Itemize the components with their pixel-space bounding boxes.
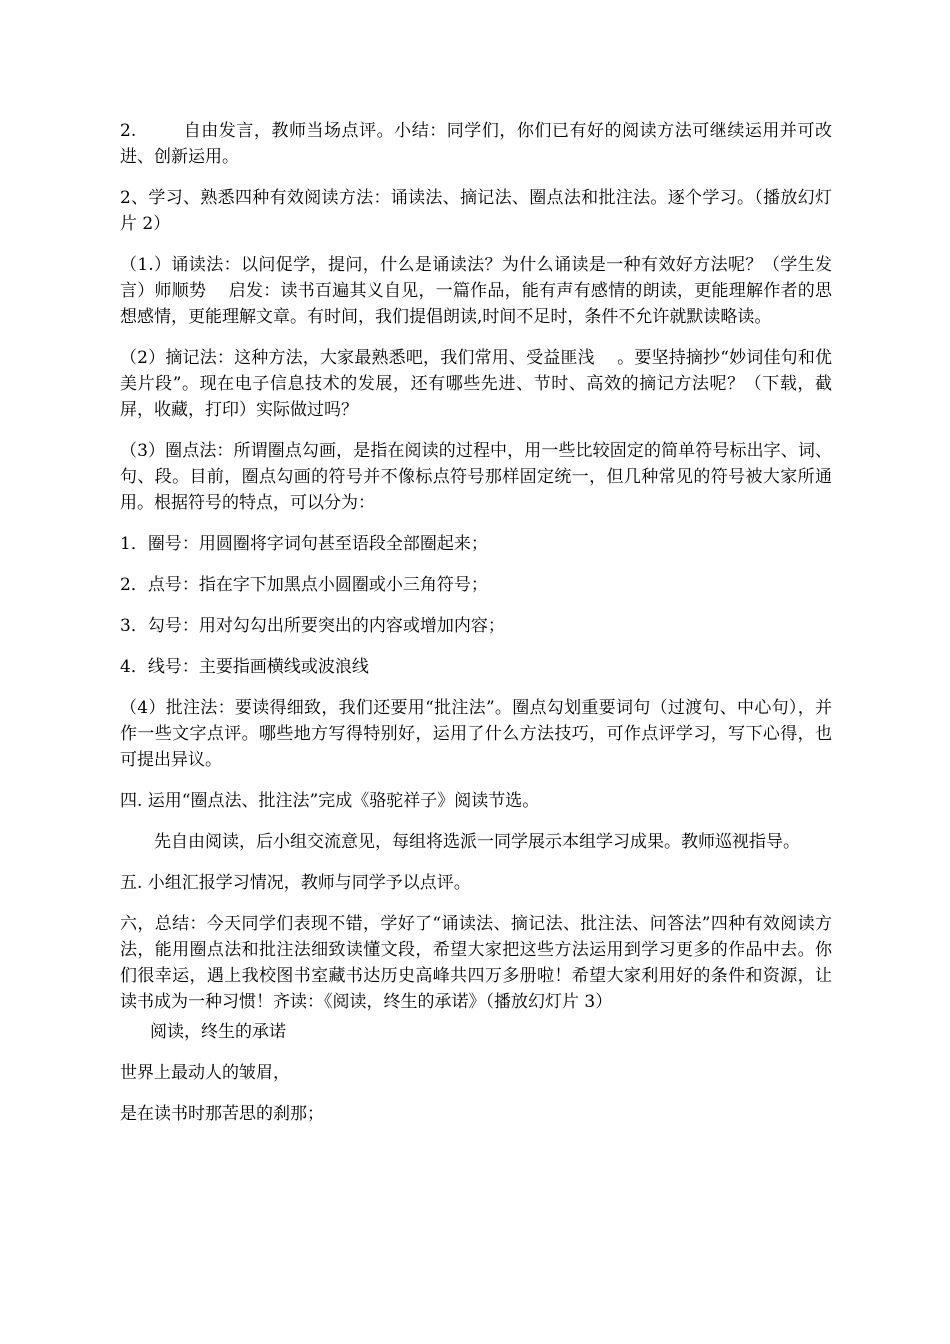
paragraph-free-speech: 2. 自由发言，教师当场点评。小结：同学们，你们已有好的阅读方法可继续运用并可改进、创新运用。 xyxy=(120,121,832,167)
document-page xyxy=(120,118,832,1142)
paragraph-excerpt-method: （2）摘记法：这种方法，大家最熟悉吧，我们常用、受益匪浅 。要坚持摘抄“妙词佳句和优美片段”。现在电子信息技术的发展，还有哪些先进、节时、高效的摘记方法呢？（下载，截屏，收藏，打印）实际做过吗？ xyxy=(120,348,832,420)
list-item-dot-mark: 2．点号：指在字下加黑点小圆圈或小三角符号； xyxy=(120,575,488,595)
list-item-circle-mark: 1．圈号：用圆圈将字词句甚至语段全部圈起来； xyxy=(120,534,488,554)
paragraph-group-reading: 先自由阅读，后小组交流意见，每组将选派一同学展示本组学习成果。教师巡视指导。 xyxy=(154,832,800,852)
paragraph-recitation-method: （1.）诵读法：以问促学，提问，什么是诵读法？为什么诵读是一种有效好方法呢？（学生发言）师顺势 启发：读书百遍其义自见，一篇作品，能有声有感情的朗读，更能理解作者的思想感情，更能理解文章。有时间，我们提倡朗读,时间不足时，条件不允许就默读略读。 xyxy=(120,255,832,327)
list-item-line-mark: 4．线号：主要指画横线或波浪线 xyxy=(120,657,369,677)
paragraph-marking-method: （3）圈点法：所谓圈点勾画，是指在阅读的过程中，用一些比较固定的简单符号标出字、词、句、段。目前，圈点勾画的符号并不像标点符号那样固定统一，但几种常见的符号被大家所通用。根据符号的特点，可以分为： xyxy=(120,441,832,513)
poem-title: 阅读，终生的承诺 xyxy=(150,1022,286,1042)
section-four-heading: 四. 运用“圈点法、批注法”完成《骆驼祥子》阅读节选。 xyxy=(120,791,540,811)
paragraph-four-methods: 2、学习、熟悉四种有效阅读方法：诵读法、摘记法、圈点法和批注法。逐个学习。（播放幻灯片 2） xyxy=(120,188,832,234)
paragraph-annotation-method: （4）批注法：要读得细致，我们还要用“批注法”。圈点勾划重要词句（过渡句、中心句），并作一些文字点评。哪些地方写得特别好，运用了什么方法技巧，可作点评学习，写下心得，也可提出异议。 xyxy=(120,698,832,770)
list-item-check-mark: 3．勾号：用对勾勾出所要突出的内容或增加内容； xyxy=(120,616,505,636)
poem-line-1: 世界上最动人的皱眉， xyxy=(120,1063,290,1083)
poem-line-2: 是在读书时那苦思的刹那； xyxy=(120,1104,324,1124)
section-five-heading: 五. 小组汇报学习情况，教师与同学予以点评。 xyxy=(120,873,471,893)
paragraph-summary: 六，总结：今天同学们表现不错，学好了“诵读法、摘记法、批注法、问答法”四种有效阅读方法，能用圈点法和批注法细致读懂文段，希望大家把这些方法运用到学习更多的作品中去。你们很幸运，遇上我校图书室藏书达历史高峰共四万多册啦！希望大家利用好的条件和资源，让读书成为一种习惯！齐读：《阅读，终生的承诺》（播放幻灯片 3） xyxy=(120,914,832,1012)
